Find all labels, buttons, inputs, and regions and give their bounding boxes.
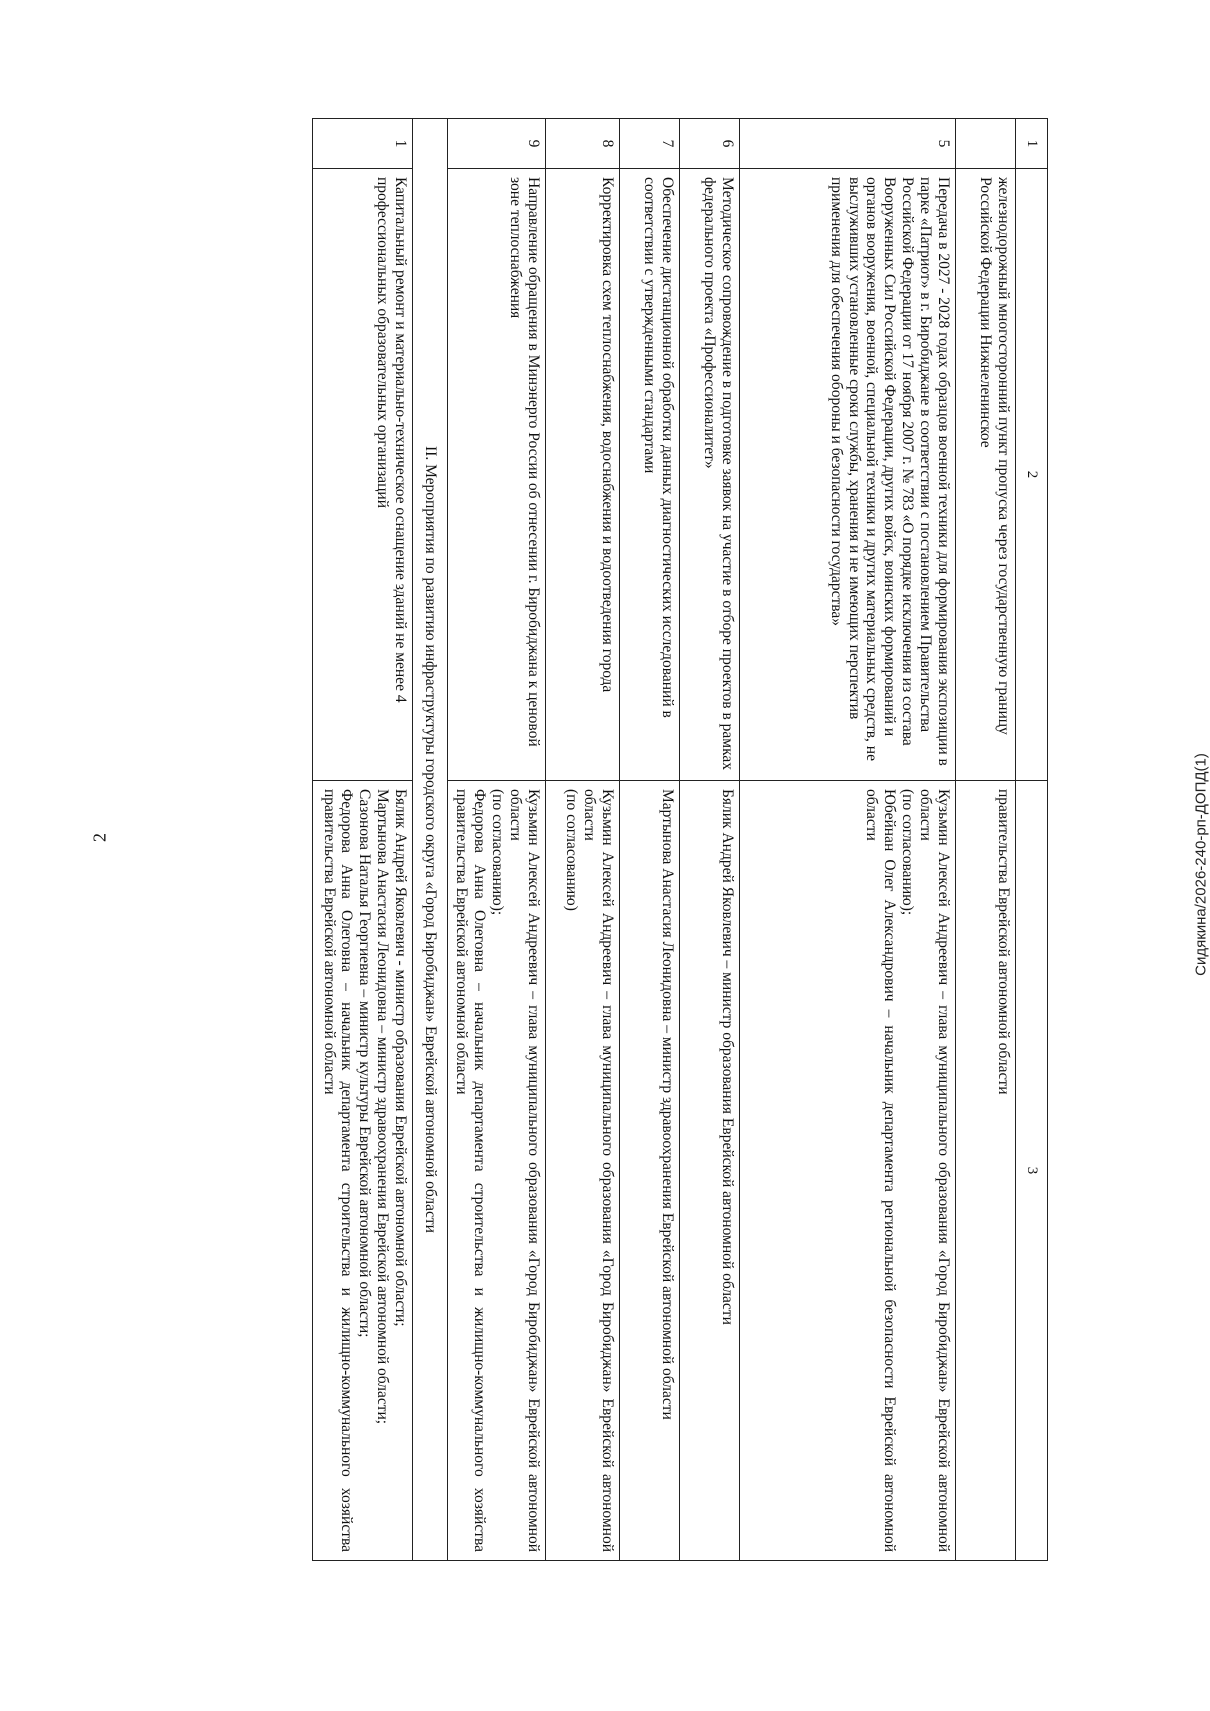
responsible-note: (по согласованию); [899, 789, 917, 916]
responsible-person: правительства Еврейской автономной области [994, 789, 1012, 1095]
row-number: 9 [447, 119, 545, 169]
responsible-person: Кузьмин Алексей Андреевич – глава муниципального образования «Город Биробиджан» Еврейской автономной области [916, 789, 952, 1552]
event-cell: железнодорожный многосторонний пункт пропуска через государственную границу Российской Федерации Нижнеленинское [955, 169, 1015, 781]
responsible-cell [447, 781, 545, 1561]
responsible-person: Юбейнан Олег Александрович – начальник департамента региональной безопасности Еврейской автономной области [863, 789, 899, 1552]
responsible-cell [312, 781, 412, 1561]
responsible-cell [619, 781, 679, 1561]
responsible-note: (по согласованию) [563, 789, 581, 911]
responsible-cell [739, 781, 955, 1561]
row-number: 1 [312, 119, 412, 169]
responsible-note: (по согласованию); [489, 789, 507, 916]
row-number: 5 [739, 119, 955, 169]
event-cell: Методическое сопровождение в подготовке заявок на участие в отборе проектов в рамках федерального проекта «Профессионалитет» [679, 169, 739, 781]
table-row [447, 119, 545, 1561]
page-number: 2 [89, 833, 110, 842]
responsible-cell [955, 781, 1015, 1561]
responsible-cell [545, 781, 619, 1561]
table-row [619, 119, 679, 1561]
responsible-person: Бялик Андрей Яковлевич – министр образования Еврейской автономной области [718, 789, 736, 1325]
event-cell: Передача в 2027 - 2028 годах образцов военной техники для формирования экспозиции в парке «Патриот» в г. Биробиджане в соответствии с постановлением Правительства Российской Федерации от 17 ноября 2007 г. № 783 «О порядке исключения из состава Вооруженных Сил Российской Федерации, других войск, воинских формирований и органов вооружения, военной, специальной техники и других материальных средств, не выслуживших установленные сроки службы, хранения и не имеющих перспектив применения для обеспечения обороны и безопасности государства» [739, 169, 955, 781]
row-number: 7 [619, 119, 679, 169]
section-title: II. Мероприятия по развитию инфраструктуры городского округа «Город Биробиджан» Еврейской автономной области [412, 119, 447, 1561]
header-col-1: 1 [1015, 119, 1047, 169]
event-cell: Обеспечение дистанционной обработки данных диагностических исследований в соответствии с утвержденными стандартами [619, 169, 679, 781]
section-row [412, 119, 447, 1561]
responsible-person: Сазонова Наталья Георгиевна – министр культуры Еврейской автономной области; [356, 789, 374, 1338]
row-number: 8 [545, 119, 619, 169]
header-col-3: 3 [1015, 781, 1047, 1561]
responsible-person: Бялик Андрей Яковлевич - министр образования Еврейской автономной области; [391, 789, 409, 1327]
header-col-2: 2 [1015, 169, 1047, 781]
event-cell: Капитальный ремонт и материально-техническое оснащение зданий не менее 4 профессиональных образовательных организаций [312, 169, 412, 781]
responsible-person: Федорова Анна Олеговна – начальник департамента строительства и жилищно-коммунального хозяйства правительства Еврейской автономной области [320, 789, 356, 1552]
rotated-page-content [130, 118, 1048, 1560]
document-code: Сидякина/2026-240-рп-ДОПД(1) [1192, 753, 1210, 976]
responsible-person: Мартынова Анастасия Леонидовна – министр здравоохранения Еврейской автономной области; [374, 789, 392, 1425]
table-header-row [1015, 119, 1047, 1561]
responsible-person: Федорова Анна Олеговна – начальник департамента строительства и жилищно-коммунального хозяйства правительства Еврейской автономной области [453, 789, 489, 1552]
row-number: 6 [679, 119, 739, 169]
event-cell: Корректировка схем теплоснабжения, водоснабжения и водоотведения города [545, 169, 619, 781]
measures-table [312, 118, 1048, 1561]
row-number [955, 119, 1015, 169]
table-row [312, 119, 412, 1561]
event-cell: Направление обращения в Минэнерго России об отнесении г. Биробиджана к ценовой зоне теплоснабжения [447, 169, 545, 781]
responsible-cell [679, 781, 739, 1561]
responsible-person: Кузьмин Алексей Андреевич – глава муниципального образования «Город Биробиджан» Еврейской автономной области [580, 789, 616, 1552]
table-row [955, 119, 1015, 1561]
table-row [545, 119, 619, 1561]
responsible-person: Мартынова Анастасия Леонидовна – министр здравоохранения Еврейской автономной области [658, 789, 676, 1420]
table-row [739, 119, 955, 1561]
responsible-person: Кузьмин Алексей Андреевич – глава муниципального образования «Город Биробиджан» Еврейской автономной области [506, 789, 542, 1552]
table-row [679, 119, 739, 1561]
